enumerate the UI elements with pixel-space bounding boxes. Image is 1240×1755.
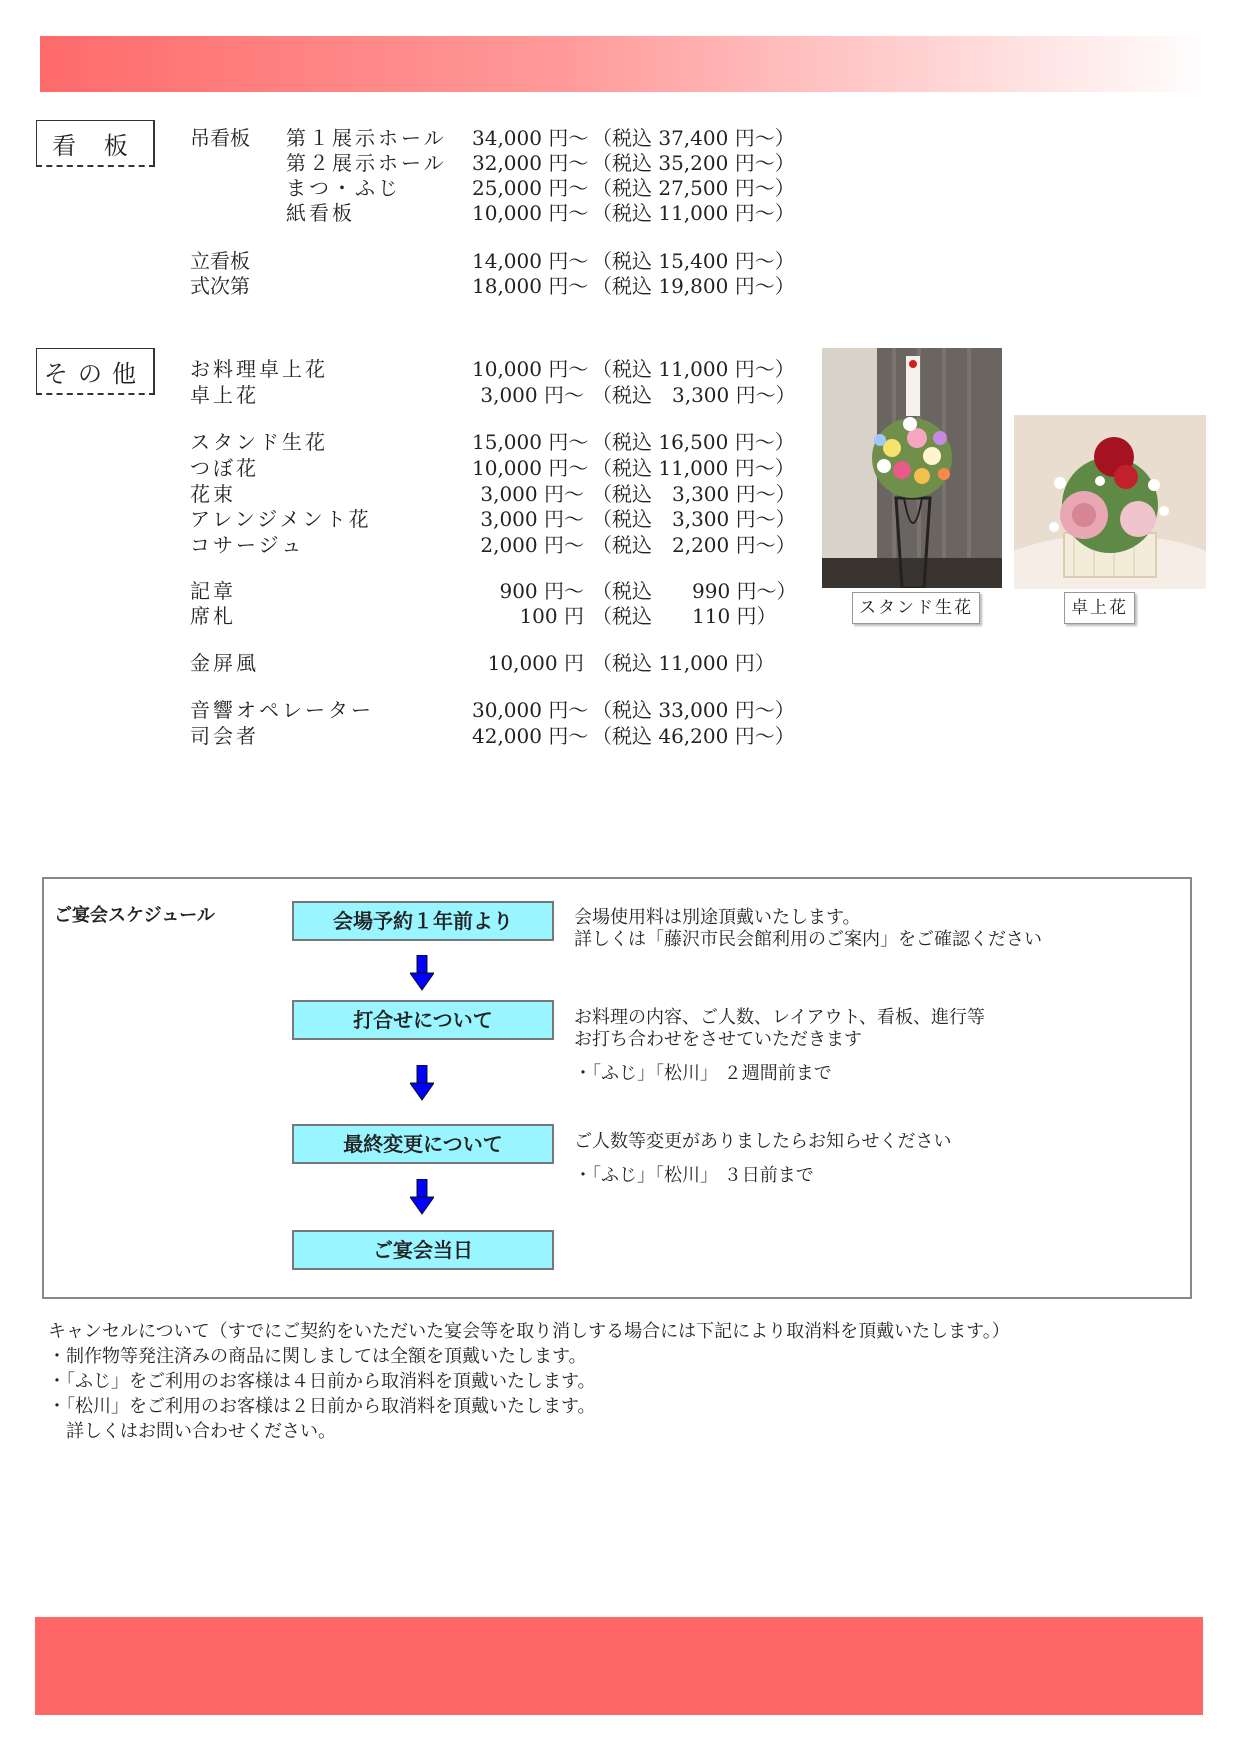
schedule-desc-meeting: [574, 1007, 985, 1085]
item-tax-price: （税込 990 円～）: [592, 579, 797, 603]
footer-band: [35, 1617, 1203, 1715]
item-price: 14,000 円～: [472, 249, 589, 273]
item-price: 25,000 円～: [472, 176, 589, 200]
schedule-step-final-change: 最終変更について: [292, 1124, 554, 1164]
item-name: アレンジメント花: [190, 507, 372, 531]
item-tax-price: （税込 2,200 円～）: [592, 533, 796, 557]
item-category: 吊看板: [190, 126, 250, 150]
header-band: [40, 36, 1212, 92]
item-price: 34,000 円～: [472, 126, 589, 150]
item-tax-price: （税込 3,300 円～）: [592, 383, 796, 407]
item-tax-price: （税込 33,000 円～）: [592, 698, 795, 722]
stand-flower-photo: [822, 348, 1002, 588]
desc-note: ・「ふじ」「松川」 ３日前まで: [574, 1165, 814, 1186]
item-name: 卓上花: [190, 383, 259, 407]
cancel-line: ・制作物等発注済みの商品に関しましては全額を頂戴いたします。: [48, 1346, 587, 1367]
schedule-step-meeting: 打合せについて: [292, 1000, 554, 1040]
cancel-line: 詳しくはお問い合わせください。: [66, 1421, 336, 1442]
item-name: 席札: [190, 604, 236, 628]
item-category: 立看板: [190, 249, 250, 273]
item-price: 18,000 円～: [472, 274, 589, 298]
item-price: 10,000 円～: [472, 357, 589, 381]
item-price: 3,000 円～: [480, 507, 584, 531]
item-name: スタンド生花: [190, 430, 328, 454]
item-tax-price: （税込 16,500 円～）: [592, 430, 795, 454]
arrow-down-icon: [410, 1065, 434, 1101]
desc-note: ・「ふじ」「松川」 ２週間前まで: [574, 1063, 832, 1084]
item-price: 30,000 円～: [472, 698, 589, 722]
item-tax-price: （税込 110 円）: [592, 604, 777, 628]
item-name: 金屏風: [190, 651, 259, 675]
item-name: 司会者: [190, 724, 259, 748]
item-price: 10,000 円～: [472, 201, 589, 225]
item-price: 15,000 円～: [472, 430, 589, 454]
desc-line: お料理の内容、ご人数、レイアウト、看板、進行等: [574, 1007, 985, 1028]
item-price: 10,000 円～: [472, 456, 589, 480]
item-tax-price: （税込 11,000 円～）: [592, 456, 795, 480]
schedule-step-event-day: ご宴会当日: [292, 1230, 554, 1270]
schedule-title: ご宴会スケジュール: [54, 905, 215, 926]
item-name: つぼ花: [190, 456, 259, 480]
item-tax-price: （税込 11,000 円～）: [592, 201, 795, 225]
item-price: 32,000 円～: [472, 151, 589, 175]
item-price: 900 円～: [499, 579, 584, 603]
item-name: 紙看板: [286, 201, 355, 225]
section-label-signboard: [36, 120, 155, 167]
item-tax-price: （税込 46,200 円～）: [592, 724, 795, 748]
section-label-text: その他: [44, 359, 146, 388]
item-price: 3,000 円～: [480, 482, 584, 506]
table-flower-caption: 卓上花: [1064, 592, 1135, 624]
cancel-heading: キャンセルについて（すでにご契約をいただいた宴会等を取り消しする場合には下記により取消料を頂戴いたします。）: [48, 1321, 1010, 1342]
item-name: コサージュ: [190, 533, 305, 557]
arrow-down-icon: [410, 955, 434, 991]
desc-line: ご人数等変更がありましたらお知らせください: [574, 1131, 952, 1152]
item-tax-price: （税込 3,300 円～）: [592, 482, 796, 506]
item-tax-price: （税込 37,400 円～）: [592, 126, 795, 150]
item-price: 100 円: [519, 604, 604, 628]
item-price: 42,000 円～: [472, 724, 589, 748]
item-name: 花束: [190, 482, 236, 506]
schedule-step-reservation: 会場予約１年前より: [292, 901, 554, 941]
item-tax-price: （税込 35,200 円～）: [592, 151, 795, 175]
item-price: 10,000 円: [487, 651, 604, 675]
item-price: 3,000 円～: [480, 383, 584, 407]
section-label-others: [36, 348, 155, 395]
cancel-line: ・「松川」をご利用のお客様は２日前から取消料を頂戴いたします。: [48, 1396, 596, 1417]
item-tax-price: （税込 11,000 円）: [592, 651, 775, 675]
item-name: 音響オペレーター: [190, 698, 374, 722]
item-name: 第１展示ホール: [286, 126, 447, 150]
cancel-line: ・「ふじ」をご利用のお客様は４日前から取消料を頂戴いたします。: [48, 1371, 596, 1392]
item-tax-price: （税込 11,000 円～）: [592, 357, 795, 381]
item-tax-price: （税込 27,500 円～）: [592, 176, 795, 200]
desc-line: お打ち合わせをさせていただきます: [574, 1029, 862, 1050]
schedule-desc-final-change: [574, 1131, 951, 1187]
item-name: 記章: [190, 579, 236, 603]
item-tax-price: （税込 3,300 円～）: [592, 507, 796, 531]
item-name: お料理卓上花: [190, 357, 328, 381]
table-flower-photo: [1014, 415, 1206, 589]
item-price: 2,000 円～: [480, 533, 584, 557]
desc-line: 詳しくは「藤沢市民会館利用のご案内」をご確認ください: [574, 929, 1042, 950]
item-tax-price: （税込 15,400 円～）: [592, 249, 795, 273]
desc-line: 会場使用料は別途頂戴いたします。: [574, 907, 861, 928]
item-category: 式次第: [190, 274, 250, 298]
schedule-desc-reservation: [574, 907, 1042, 951]
schedule-box: [42, 877, 1192, 1299]
item-name: 第２展示ホール: [286, 151, 447, 175]
item-name: まつ・ふじ: [286, 176, 401, 200]
section-label-text: 看 板: [52, 131, 138, 160]
arrow-down-icon: [410, 1179, 434, 1215]
stand-flower-caption: スタンド生花: [852, 592, 980, 624]
item-tax-price: （税込 19,800 円～）: [592, 274, 795, 298]
